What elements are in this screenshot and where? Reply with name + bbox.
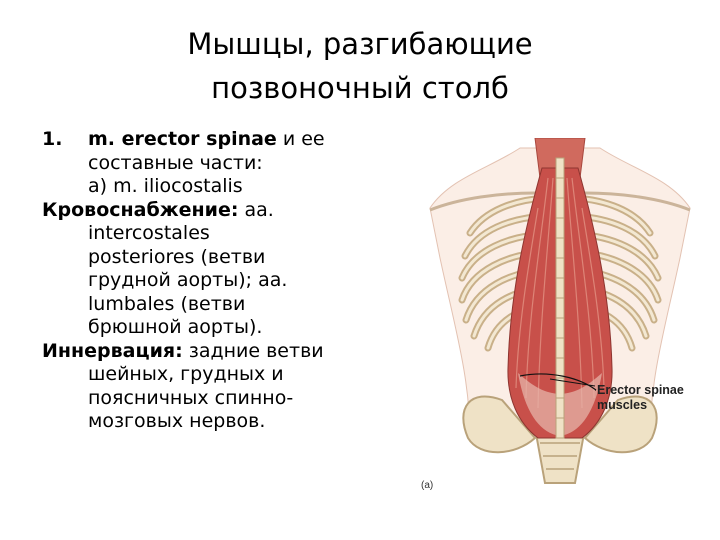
innervation-text-1: задние ветви (182, 339, 324, 362)
list-item-line-3: а) m. iliocostalis (88, 175, 243, 197)
slide-title (60, 22, 660, 110)
erector-spinae-label (597, 383, 684, 413)
blood-supply-text-5: lumbales (ветви (88, 292, 246, 315)
body-text (42, 128, 372, 434)
label-line-2: muscles (597, 398, 648, 412)
blood-supply-heading (42, 199, 372, 223)
label-line-1: Erector spinae (597, 383, 684, 397)
panel-label: (a) (421, 480, 434, 491)
erector-spinae-illustration (410, 138, 710, 498)
blood-supply-label: Кровоснабжение: (42, 198, 239, 221)
innervation-text-3: поясничных спинно- (88, 386, 294, 409)
blood-supply-text-3: posteriores (ветви (88, 245, 266, 268)
innervation-heading (42, 340, 372, 364)
list-number: 1. (42, 128, 63, 150)
innervation-text-4: мозговых нервов. (88, 410, 266, 432)
blood-supply-text-6: брюшной аорты). (88, 316, 263, 338)
title-line-1: Мышцы, разгибающие (187, 27, 533, 61)
muscle-term: m. erector spinae (88, 128, 277, 150)
title-line-2: позвоночный столб (211, 71, 509, 105)
blood-supply-text-2: intercostales (88, 222, 210, 244)
blood-supply-text-4: грудной аорты); аа. (88, 269, 288, 291)
list-item-line-2: составные части: (88, 151, 263, 174)
innervation-text-2: шейных, грудных и (88, 363, 284, 385)
muscle-term-rest: и ее (276, 128, 325, 150)
blood-supply-text-1: аа. (238, 198, 274, 221)
innervation-label: Иннервация: (42, 339, 183, 362)
list-item-1 (42, 128, 372, 152)
